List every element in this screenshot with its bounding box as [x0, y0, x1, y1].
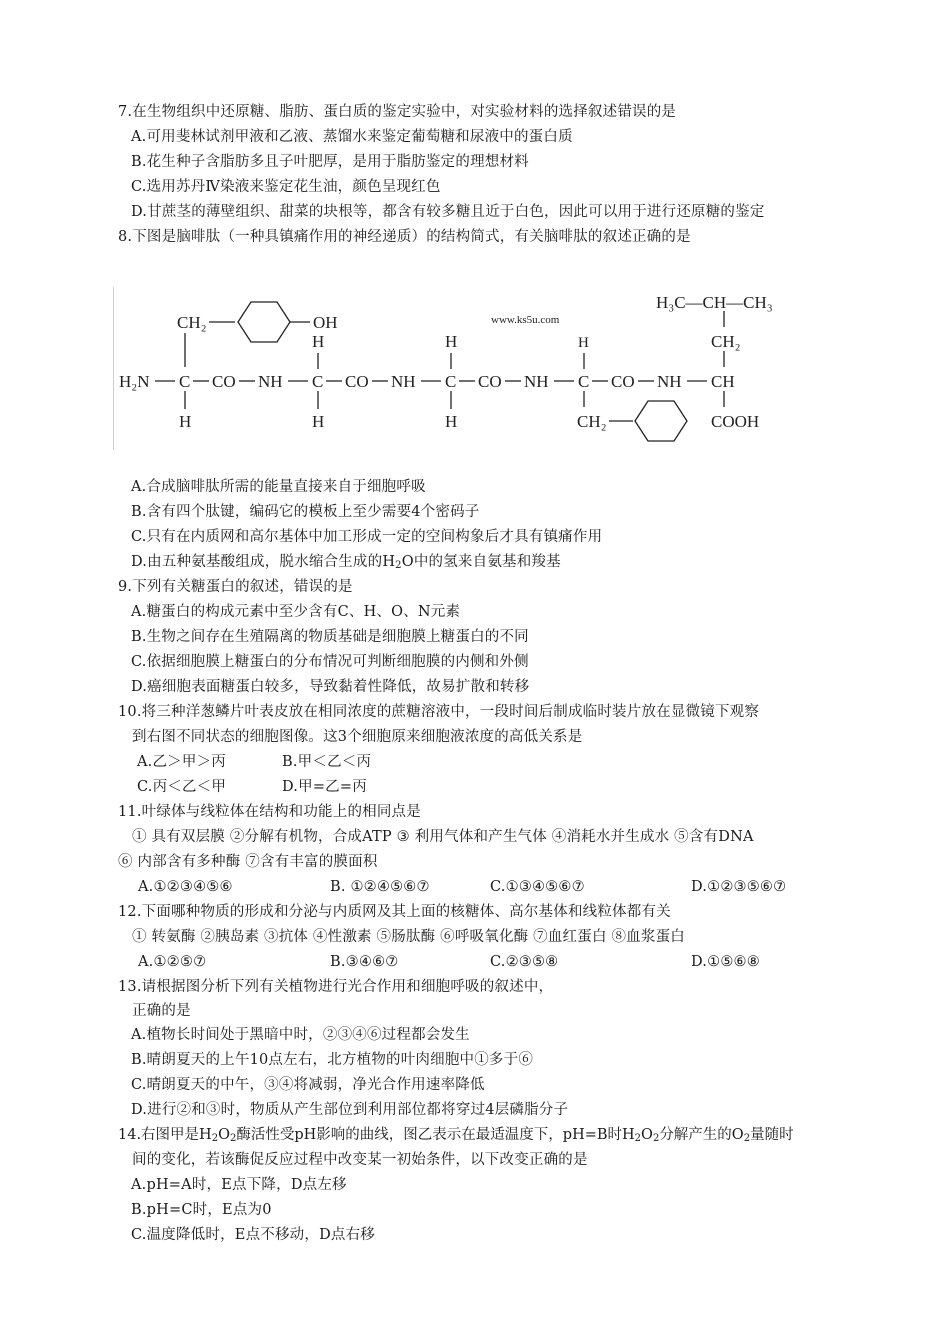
- carbonyl-3: CO: [478, 372, 502, 391]
- q10-option-d: D.甲=乙=丙: [282, 779, 367, 795]
- q14-option-b: B.pH=C时，E点为0: [131, 1202, 272, 1218]
- q12-items: ① 转氨酶 ②胰岛素 ③抗体 ④性激素 ⑤肠肽酶 ⑥呼吸氧化酶 ⑦血红蛋白 ⑧血浆蛋白: [132, 929, 685, 945]
- q8-option-d: D.由五种氨基酸组成，脱水缩合生成的$H_2O$中的氢来自氨基和羧基: [131, 554, 561, 571]
- amide-3: NH: [524, 372, 549, 391]
- q9-option-b: B.生物之间存在生殖隔离的物质基础是细胞膜上糖蛋白的不同: [131, 629, 529, 645]
- q12-option-b: B.③④⑥⑦: [330, 954, 399, 970]
- q8-stem: 8.下图是脑啡肽（一种具镇痛作用的神经递质）的结构简式，有关脑啡肽的叙述正确的是: [118, 229, 691, 245]
- q14-option-a: A.pH=A时，E点下降，D点左移: [131, 1177, 347, 1193]
- h-c3-top: H: [445, 332, 458, 351]
- q7-option-d: D.甘蔗茎的薄壁组织、甜菜的块根等，都含有较多糖且近于白色，因此可以用于进行还原糖的鉴定: [131, 204, 765, 220]
- amide-2: NH: [391, 372, 416, 391]
- h-c2-top: H: [312, 332, 325, 351]
- q13-stem-line1: 13.请根据图分析下列有关植物进行光合作用和细胞呼吸的叙述中，: [118, 979, 554, 995]
- enkephalin-structure-figure: [113, 287, 813, 450]
- alpha-carbon-3: C: [445, 372, 457, 391]
- q9-option-c: C.依据细胞膜上糖蛋白的分布情况可判断细胞膜的内侧和外侧: [131, 654, 529, 670]
- q8-option-b: B.含有四个肽键，编码它的模板上至少需要4个密码子: [131, 504, 480, 520]
- q7-option-a: A.可用斐林试剂甲液和乙液、蒸馏水来鉴定葡萄糖和尿液中的蛋白质: [131, 129, 573, 145]
- q14-stem-line1: 14.右图甲是$H_2O_2$酶活性受pH影响的曲线，图乙表示在最适温度下，pH=B时$H_2O_2$分解产生的$O_2$量随时: [118, 1127, 794, 1144]
- q7-option-c: C.选用苏丹Ⅳ染液来鉴定花生油，颜色呈现红色: [131, 179, 441, 195]
- amino-group-label: H₂N: [119, 372, 150, 391]
- q12-option-d: D.①⑤⑥⑧: [691, 954, 760, 970]
- q14-option-c: C.温度降低时，E点不移动，D点右移: [131, 1227, 375, 1243]
- alpha-carbon-1: C: [179, 372, 191, 391]
- q9-option-d: D.癌细胞表面糖蛋白较多，导致黏着性降低，故易扩散和转移: [131, 679, 530, 695]
- q11-option-a: A.①②③④⑤⑥: [138, 879, 233, 895]
- watermark: www.ks5u.com: [491, 314, 560, 326]
- q11-option-b: B. ①②④⑤⑥⑦: [330, 879, 430, 895]
- amide-4: NH: [657, 372, 682, 391]
- carbonyl-2: CO: [345, 372, 369, 391]
- q11-option-c: C.①③④⑤⑥⑦: [490, 879, 585, 895]
- q10-option-b: B.甲＜乙＜丙: [282, 754, 372, 770]
- q9-stem: 9.下列有关糖蛋白的叙述，错误的是: [118, 579, 353, 595]
- q8-option-a: A.合成脑啡肽所需的能量直接来自于细胞呼吸: [131, 479, 426, 495]
- h-c1-bottom: H: [179, 412, 192, 431]
- q12-stem: 12.下面哪种物质的形成和分泌与内质网及其上面的核糖体、高尔基体和线粒体都有关: [118, 904, 671, 920]
- q13-option-a: A.植物长时间处于黑暗中时，②③④⑥过程都会发生: [131, 1027, 470, 1043]
- q13-stem-line2: 正确的是: [132, 1003, 191, 1019]
- hydroxyl-label: OH: [313, 313, 338, 332]
- phenol-ring: [238, 302, 290, 342]
- q14-stem-line2: 间的变化，若该酶促反应过程中改变某一初始条件，以下改变正确的是: [132, 1152, 588, 1168]
- q9-option-a: A.糖蛋白的构成元素中至少含有C、H、O、N元素: [131, 604, 461, 620]
- carboxyl-group: COOH: [711, 412, 760, 431]
- alpha-carbon-5: CH: [711, 372, 735, 391]
- q13-option-c: C.晴朗夏天的中午，③④将减弱，净光合作用速率降低: [131, 1077, 485, 1093]
- q13-option-d: D.进行②和③时，物质从产生部位到利用部位都将穿过4层磷脂分子: [131, 1102, 569, 1118]
- alpha-carbon-2: C: [312, 372, 324, 391]
- q13-option-b: B.晴朗夏天的上午10点左右，北方植物的叶肉细胞中①多于⑥: [131, 1052, 534, 1068]
- q8-option-c: C.只有在内质网和高尔基体中加工形成一定的空间构象后才具有镇痛作用: [131, 529, 603, 545]
- alpha-carbon-4: C: [578, 372, 590, 391]
- ch2-tyr: CH₂: [177, 313, 207, 332]
- q10-option-c: C.丙＜乙＜甲: [137, 779, 227, 795]
- ch2-leu: CH₂: [711, 332, 741, 351]
- ch2-phe: CH₂: [577, 412, 607, 431]
- h-c3-bottom: H: [445, 412, 458, 431]
- carbonyl-1: CO: [212, 372, 236, 391]
- h-c4-top: H: [578, 335, 589, 351]
- q10-option-a: A.乙＞甲＞丙: [137, 754, 226, 770]
- q10-stem-line1: 10.将三种洋葱鳞片叶表皮放在相同浓度的蔗糖溶液中，一段时间后制成临时装片放在显微镜下观察: [118, 704, 760, 720]
- q12-option-c: C.②③⑤⑧: [490, 954, 559, 970]
- h-c2-bottom: H: [312, 412, 325, 431]
- q11-items-line2: ⑥ 内部含有多种酶 ⑦含有丰富的膜面积: [118, 854, 378, 870]
- q12-option-a: A.①②⑤⑦: [138, 954, 207, 970]
- q11-items-line1: ① 具有双层膜 ②分解有机物，合成ATP ③ 利用气体和产生气体 ④消耗水并生成水 ⑤含有DNA: [132, 829, 754, 845]
- q11-stem: 11.叶绿体与线粒体在结构和功能上的相同点是: [118, 804, 421, 820]
- amide-1: NH: [258, 372, 283, 391]
- q11-option-d: D.①②③⑤⑥⑦: [691, 879, 787, 895]
- benzene-ring: [635, 401, 687, 441]
- q7-option-b: B.花生种子含脂肪多且子叶肥厚，是用于脂肪鉴定的理想材料: [131, 154, 529, 170]
- isopropyl-group: H₃C—CH—CH₃: [656, 293, 773, 312]
- q10-stem-line2: 到右图不同状态的细胞图像。这3个细胞原来细胞液浓度的高低关系是: [132, 729, 583, 745]
- carbonyl-4: CO: [611, 372, 635, 391]
- q7-stem: 7.在生物组织中还原糖、脂肪、蛋白质的鉴定实验中，对实验材料的选择叙述错误的是: [118, 104, 677, 120]
